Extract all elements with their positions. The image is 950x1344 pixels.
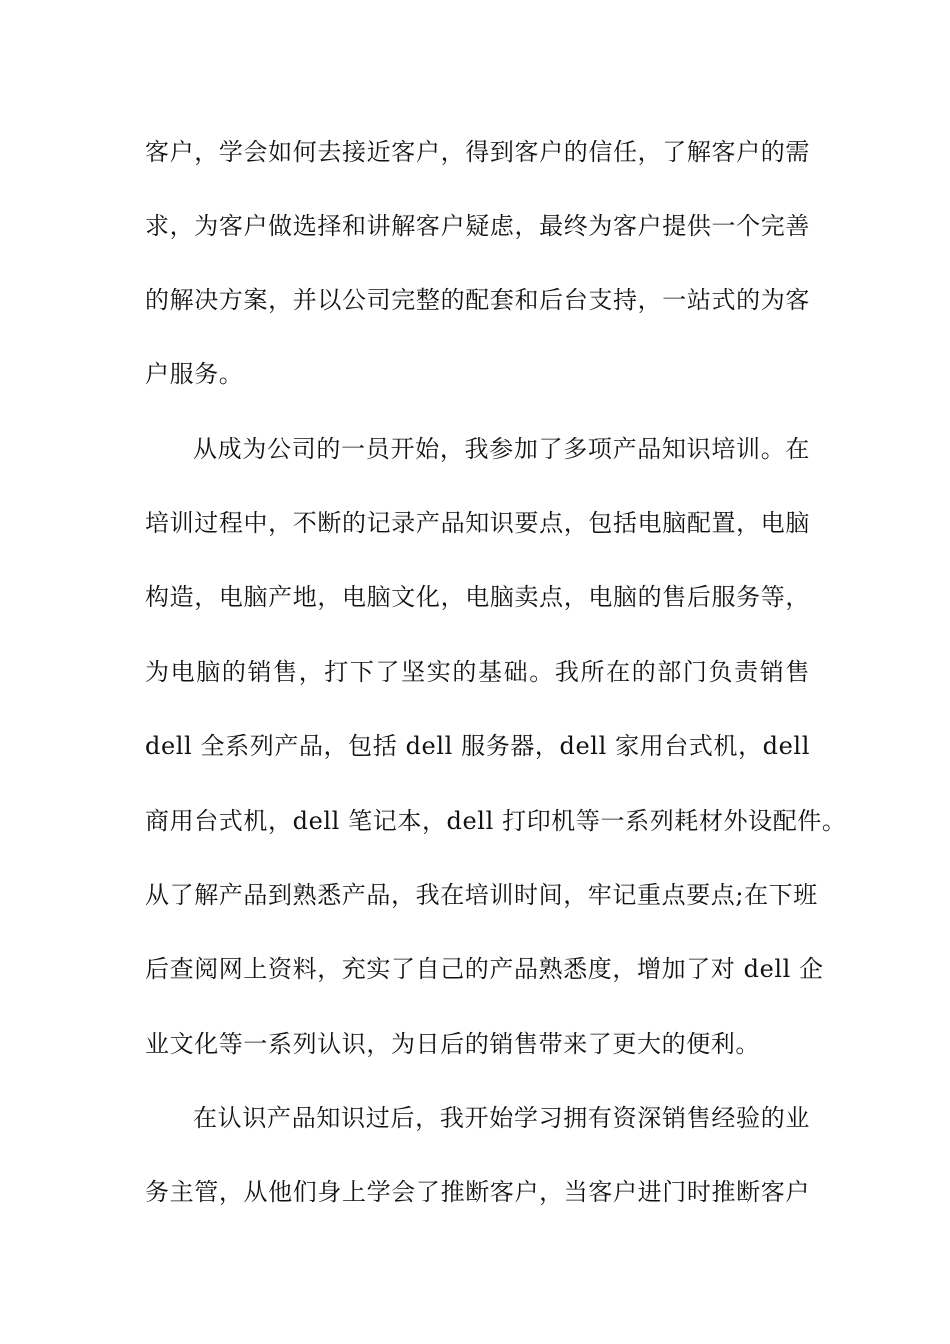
text-line: 务主管，从他们身上学会了推断客户，当客户进门时推断客户: [145, 1178, 810, 1206]
text-line: 为电脑的销售，打下了坚实的基础。我所在的部门负责销售: [145, 658, 810, 686]
text-line: 求，为客户做选择和讲解客户疑虑，最终为客户提供一个完善: [145, 212, 810, 240]
text-line: 的解决方案，并以公司完整的配套和后台支持，一站式的为客: [145, 286, 810, 314]
text-line: 培训过程中，不断的记录产品知识要点，包括电脑配置，电脑: [145, 509, 810, 537]
text-line: 户服务。: [145, 360, 244, 388]
text-line: 业文化等一系列认识，为日后的销售带来了更大的便利。: [145, 1030, 760, 1058]
text-line: 客户，学会如何去接近客户，得到客户的信任，了解客户的需: [145, 138, 810, 166]
text-line: 从了解产品到熟悉产品，我在培训时间，牢记重点要点;在下班: [145, 881, 818, 909]
text-line: dell 全系列产品，包括 dell 服务器，dell 家用台式机，dell: [145, 732, 810, 760]
text-line: 后查阅网上资料，充实了自己的产品熟悉度，增加了对 dell 企: [145, 955, 824, 983]
text-line: 构造，电脑产地，电脑文化，电脑卖点，电脑的售后服务等，: [145, 583, 810, 611]
paragraph-first-line: 在认识产品知识过后，我开始学习拥有资深销售经验的业: [193, 1104, 810, 1132]
paragraph-first-line: 从成为公司的一员开始，我参加了多项产品知识培训。在: [193, 435, 810, 463]
text-line: 商用台式机，dell 笔记本，dell 打印机等一系列耗材外设配件。: [145, 807, 847, 835]
